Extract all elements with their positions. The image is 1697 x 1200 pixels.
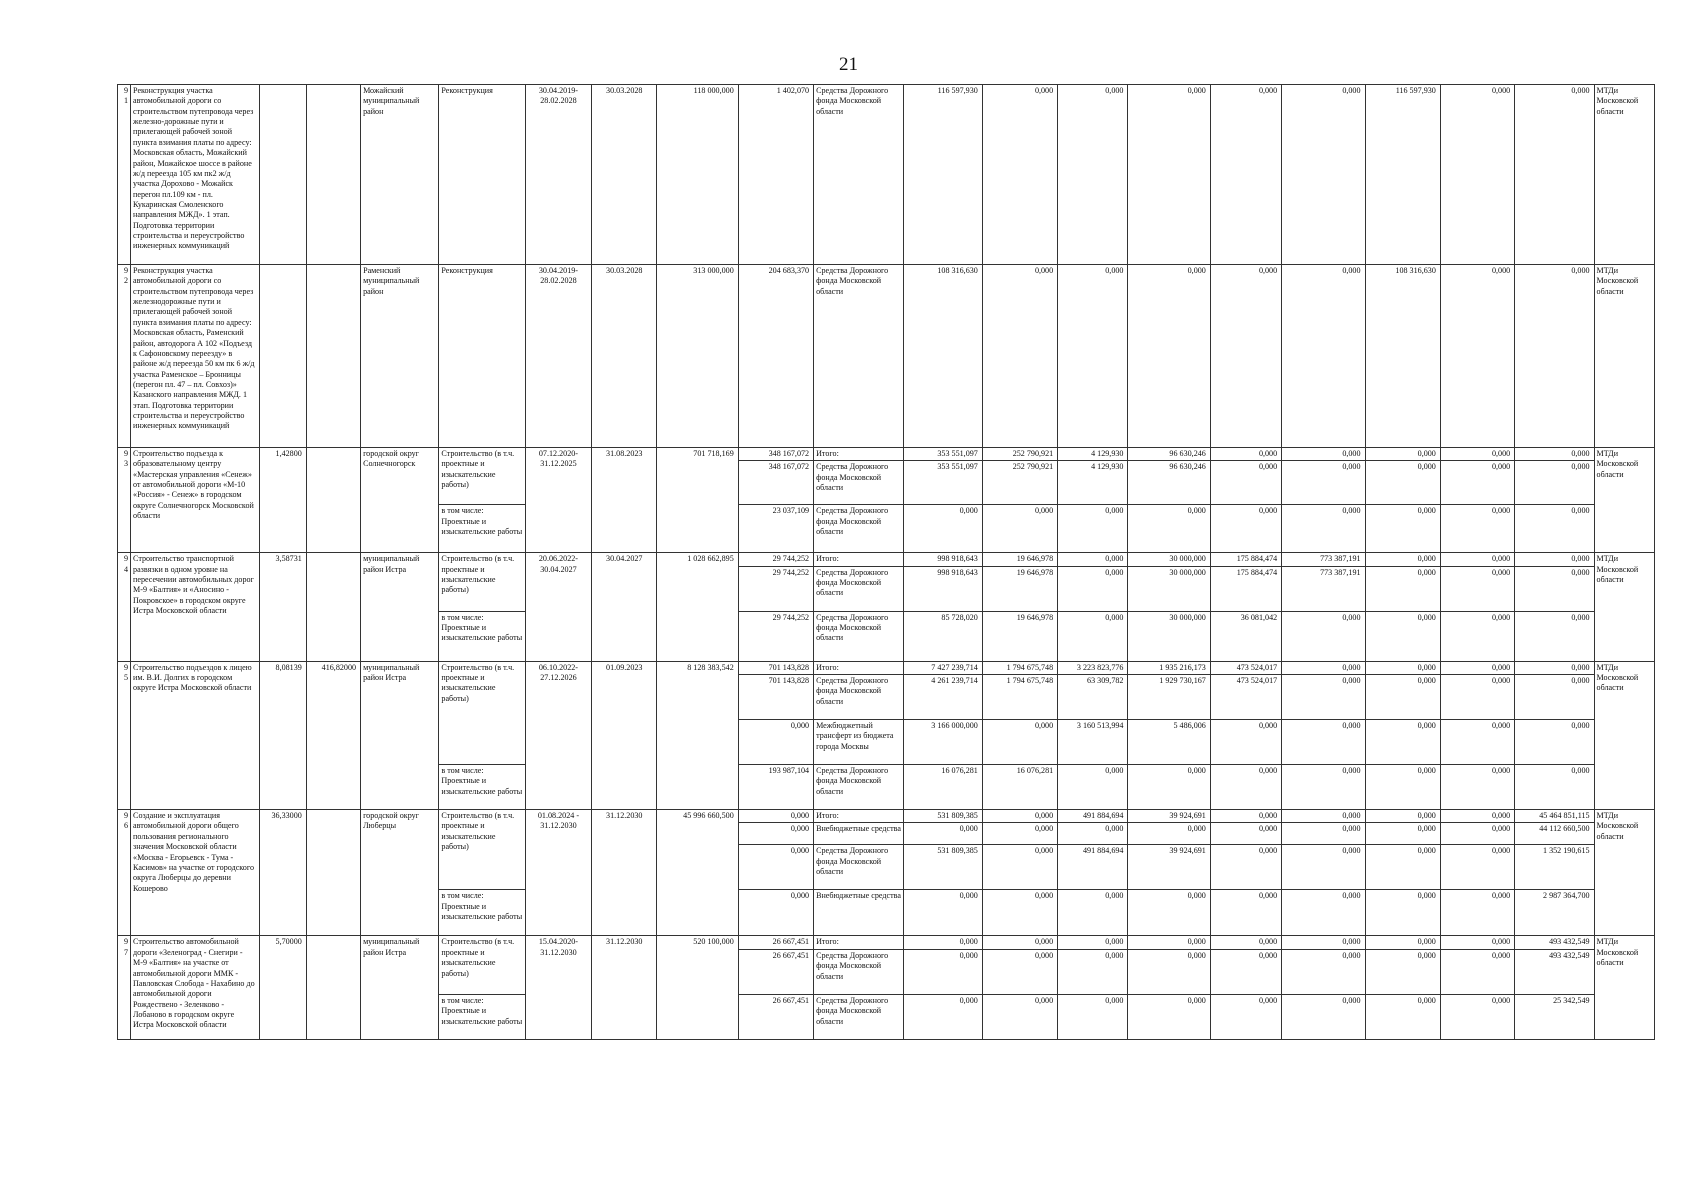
work-type: в том числе: Проектные и изыскательские работы (439, 505, 525, 553)
amount-cell: 116 597,930 (904, 85, 982, 265)
amount-cell: 0,000 (1282, 461, 1365, 505)
amount-cell: 0,000 (1128, 949, 1210, 994)
amount-cell: 0,000 (1282, 810, 1365, 823)
amount-cell: 44 112 660,500 (1515, 823, 1594, 845)
amount-cell: 0,000 (904, 823, 982, 845)
amount-cell: 0,000 (1058, 553, 1128, 566)
amount-cell: 0,000 (1282, 265, 1365, 448)
work-type: Строительство (в т.ч. проектные и изыскательские работы) (439, 936, 525, 994)
estimated-cost: 118 000,000 (657, 85, 738, 265)
work-dates: 07.12.2020- 31.12.2025 (525, 448, 591, 553)
work-dates: 15.04.2020- 31.12.2030 (525, 936, 591, 1039)
amount-cell: 0,000 (1365, 949, 1440, 994)
amount-cell: 0,000 (1365, 994, 1440, 1039)
commissioning-date: 31.12.2030 (592, 810, 657, 936)
amount-cell: 1 352 190,615 (1515, 845, 1594, 890)
prior-financing: 26 667,451 (738, 936, 813, 949)
object-name: Строительство подъезда к образовательному центру «Мастерская управления «Сенеж» от автомобильной дороги «М-10 «Россия» - Сенеж» в городском округе Солнечногорск Московской области (131, 448, 260, 553)
amount-cell: 0,000 (1365, 765, 1440, 810)
amount-cell: 0,000 (1440, 823, 1514, 845)
object-name: Реконструкция участка автомобильной дороги со строительством путепровода через железнодорожные пути и прилегающей рабочей зоной пункта взимания платы по адресу: Московская область, Раменский район, автодорога А 102 «Подъезд к Сафоновскому переезду» в районе ж/д переезда 50 км пк 6 ж/д участка Раменское – Бронницы (перегон пл. 47 – пл. Совхоз)» Казанского направления МЖД. 1 этап. Подготовка территории строительства и переустройство инженерных коммуникаций (131, 265, 260, 448)
amount-cell: 473 524,017 (1210, 661, 1281, 674)
amount-cell: 175 884,474 (1210, 566, 1281, 611)
prior-financing: 193 987,104 (738, 765, 813, 810)
amount-cell: 0,000 (1058, 765, 1128, 810)
prior-financing: 0,000 (738, 823, 813, 845)
object-area (306, 85, 360, 265)
amount-cell: 0,000 (1058, 505, 1128, 553)
amount-cell: 0,000 (1210, 890, 1281, 936)
table-row (118, 448, 1655, 461)
amount-cell: 773 387,191 (1282, 566, 1365, 611)
object-length: 5,70000 (259, 936, 306, 1039)
amount-cell: 108 316,630 (1365, 265, 1440, 448)
amount-cell: 0,000 (1058, 949, 1128, 994)
financing-source: Итого: (814, 661, 904, 674)
amount-cell: 16 076,281 (982, 765, 1057, 810)
prior-financing: 1 402,070 (738, 85, 813, 265)
amount-cell: 0,000 (1210, 448, 1281, 461)
amount-cell: 0,000 (1440, 810, 1514, 823)
prior-financing: 348 167,072 (738, 461, 813, 505)
amount-cell: 0,000 (1440, 949, 1514, 994)
amount-cell: 0,000 (904, 936, 982, 949)
work-type: в том числе: Проектные и изыскательские работы (439, 890, 525, 936)
amount-cell: 4 261 239,714 (904, 675, 982, 720)
amount-cell: 0,000 (1440, 265, 1514, 448)
commissioning-date: 30.04.2027 (592, 553, 657, 661)
amount-cell: 116 597,930 (1365, 85, 1440, 265)
work-type: Строительство (в т.ч. проектные и изыскательские работы) (439, 810, 525, 890)
amount-cell: 0,000 (1515, 461, 1594, 505)
amount-cell: 0,000 (1210, 810, 1281, 823)
amount-cell: 39 924,691 (1128, 845, 1210, 890)
object-area (306, 265, 360, 448)
financing-source: Средства Дорожного фонда Московской области (814, 505, 904, 553)
prior-financing: 204 683,370 (738, 265, 813, 448)
amount-cell: 0,000 (1440, 675, 1514, 720)
prior-financing: 0,000 (738, 845, 813, 890)
financing-source: Средства Дорожного фонда Московской области (814, 85, 904, 265)
table-row (118, 553, 1655, 566)
amount-cell: 531 809,385 (904, 810, 982, 823)
amount-cell: 0,000 (1282, 949, 1365, 994)
amount-cell: 0,000 (1282, 505, 1365, 553)
row-number: 93 (118, 448, 131, 553)
amount-cell: 0,000 (1515, 265, 1594, 448)
amount-cell: 0,000 (1210, 936, 1281, 949)
object-length: 3,58731 (259, 553, 306, 661)
amount-cell: 0,000 (1210, 823, 1281, 845)
amount-cell: 108 316,630 (904, 265, 982, 448)
amount-cell: 0,000 (1515, 661, 1594, 674)
amount-cell: 252 790,921 (982, 461, 1057, 505)
amount-cell: 0,000 (1440, 505, 1514, 553)
row-number: 94 (118, 553, 131, 661)
amount-cell: 0,000 (1058, 611, 1128, 661)
amount-cell: 0,000 (982, 994, 1057, 1039)
amount-cell: 7 427 239,714 (904, 661, 982, 674)
financing-source: Средства Дорожного фонда Московской области (814, 994, 904, 1039)
amount-cell: 773 387,191 (1282, 553, 1365, 566)
object-length: 1,42800 (259, 448, 306, 553)
amount-cell: 0,000 (1515, 85, 1594, 265)
municipality: муниципальный район Истра (361, 936, 439, 1039)
object-length (259, 265, 306, 448)
amount-cell: 36 081,042 (1210, 611, 1281, 661)
financing-source: Итого: (814, 810, 904, 823)
responsible-body: МТДи Московской области (1594, 448, 1654, 553)
object-name: Строительство транспортной развязки в одном уровне на пересечении автомобильных дорог М-9 «Балтия» и «Аносино - Покровское» в городском округе Истра Московской области (131, 553, 260, 661)
work-type: в том числе: Проектные и изыскательские работы (439, 994, 525, 1039)
row-number: 95 (118, 661, 131, 809)
amount-cell: 16 076,281 (904, 765, 982, 810)
amount-cell: 0,000 (1440, 936, 1514, 949)
amount-cell: 0,000 (1058, 890, 1128, 936)
amount-cell: 0,000 (1365, 611, 1440, 661)
amount-cell: 0,000 (1282, 85, 1365, 265)
prior-financing: 29 744,252 (738, 566, 813, 611)
financing-source: Итого: (814, 553, 904, 566)
amount-cell: 0,000 (1365, 675, 1440, 720)
amount-cell: 175 884,474 (1210, 553, 1281, 566)
amount-cell: 1 794 675,748 (982, 675, 1057, 720)
amount-cell: 0,000 (1515, 566, 1594, 611)
amount-cell: 0,000 (1515, 765, 1594, 810)
object-area (306, 936, 360, 1039)
amount-cell: 0,000 (1282, 936, 1365, 949)
amount-cell: 96 630,246 (1128, 461, 1210, 505)
amount-cell: 0,000 (1440, 566, 1514, 611)
estimated-cost: 1 028 662,895 (657, 553, 738, 661)
object-name: Реконструкция участка автомобильной дороги со строительством путепровода через железно-дорожные пути и прилегающей рабочей зоной пункта взимания платы по адресу: Московская область, Можайский район, Можайское шоссе в районе ж/д переезда 105 км пк2 ж/д участка Дорохово - Можайск перегон пл.109 км - пл. Кукаринская Смоленского направления МЖД». 1 этап. Подготовка территории строительства и переустройство инженерных коммуникаций (131, 85, 260, 265)
amount-cell: 0,000 (1282, 765, 1365, 810)
responsible-body: МТДи Московской области (1594, 553, 1654, 661)
object-name: Строительство автомобильной дороги «Зеленоград - Снегири - М-9 «Балтия» на участке от автомобильной дороги ММК - Павловская Слобода - Нахабино до автомобильной дороги Рождествено - Зеленково - Лобаново в городском округе Истра Московской области (131, 936, 260, 1039)
amount-cell: 491 884,694 (1058, 845, 1128, 890)
amount-cell: 2 987 364,700 (1515, 890, 1594, 936)
amount-cell: 0,000 (1515, 448, 1594, 461)
amount-cell: 30 000,000 (1128, 566, 1210, 611)
financing-source: Средства Дорожного фонда Московской области (814, 675, 904, 720)
row-number: 92 (118, 265, 131, 448)
amount-cell: 0,000 (1440, 553, 1514, 566)
commissioning-date: 30.03.2028 (592, 265, 657, 448)
amount-cell: 0,000 (1058, 566, 1128, 611)
amount-cell: 3 160 513,994 (1058, 720, 1128, 765)
amount-cell: 30 000,000 (1128, 611, 1210, 661)
work-type: в том числе: Проектные и изыскательские работы (439, 765, 525, 810)
amount-cell: 0,000 (1058, 823, 1128, 845)
amount-cell: 0,000 (904, 949, 982, 994)
work-type: Строительство (в т.ч. проектные и изыскательские работы) (439, 448, 525, 505)
prior-financing: 29 744,252 (738, 553, 813, 566)
table-row (118, 265, 1655, 448)
amount-cell: 0,000 (1058, 265, 1128, 448)
amount-cell: 0,000 (1128, 823, 1210, 845)
amount-cell: 0,000 (1282, 611, 1365, 661)
amount-cell: 0,000 (1365, 890, 1440, 936)
amount-cell: 493 432,549 (1515, 936, 1594, 949)
amount-cell: 1 929 730,167 (1128, 675, 1210, 720)
amount-cell: 0,000 (904, 890, 982, 936)
amount-cell: 0,000 (1515, 675, 1594, 720)
row-number: 91 (118, 85, 131, 265)
work-type: Реконструкция (439, 265, 525, 448)
object-length (259, 85, 306, 265)
amount-cell: 491 884,694 (1058, 810, 1128, 823)
amount-cell: 0,000 (1210, 720, 1281, 765)
financing-source: Итого: (814, 448, 904, 461)
amount-cell: 0,000 (1210, 85, 1281, 265)
amount-cell: 0,000 (982, 845, 1057, 890)
amount-cell: 4 129,930 (1058, 461, 1128, 505)
table-row (118, 936, 1655, 949)
estimated-cost: 313 000,000 (657, 265, 738, 448)
amount-cell: 473 524,017 (1210, 675, 1281, 720)
amount-cell: 19 646,978 (982, 566, 1057, 611)
amount-cell: 998 918,643 (904, 553, 982, 566)
amount-cell: 0,000 (1282, 845, 1365, 890)
work-dates: 30.04.2019- 28.02.2028 (525, 265, 591, 448)
amount-cell: 63 309,782 (1058, 675, 1128, 720)
work-type: в том числе: Проектные и изыскательские работы (439, 611, 525, 661)
prior-financing: 701 143,828 (738, 675, 813, 720)
commissioning-date: 01.09.2023 (592, 661, 657, 809)
financing-source: Внебюджетные средства (814, 890, 904, 936)
financing-source: Средства Дорожного фонда Московской области (814, 949, 904, 994)
amount-cell: 0,000 (982, 265, 1057, 448)
commissioning-date: 31.08.2023 (592, 448, 657, 553)
amount-cell: 0,000 (1515, 553, 1594, 566)
amount-cell: 0,000 (1515, 505, 1594, 553)
amount-cell: 0,000 (1128, 994, 1210, 1039)
amount-cell: 0,000 (1210, 505, 1281, 553)
object-length: 36,33000 (259, 810, 306, 936)
prior-financing: 23 037,109 (738, 505, 813, 553)
prior-financing: 26 667,451 (738, 994, 813, 1039)
prior-financing: 0,000 (738, 890, 813, 936)
municipality: городской округ Люберцы (361, 810, 439, 936)
amount-cell: 45 464 851,115 (1515, 810, 1594, 823)
responsible-body: МТДи Московской области (1594, 810, 1654, 936)
amount-cell: 0,000 (1282, 994, 1365, 1039)
work-type: Строительство (в т.ч. проектные и изыскательские работы) (439, 553, 525, 611)
financing-source: Внебюджетные средства (814, 823, 904, 845)
amount-cell: 0,000 (1440, 845, 1514, 890)
amount-cell: 0,000 (1210, 845, 1281, 890)
amount-cell: 0,000 (1128, 936, 1210, 949)
object-area (306, 810, 360, 936)
amount-cell: 0,000 (982, 949, 1057, 994)
prior-financing: 0,000 (738, 720, 813, 765)
amount-cell: 0,000 (982, 823, 1057, 845)
work-dates: 30.04.2019- 28.02.2028 (525, 85, 591, 265)
object-name: Создание и эксплуатация автомобильной дороги общего пользования регионального значения Московской области «Москва - Егорьевск - Тума - Касимов» на участке от городского округа Люберцы до деревни Кошерово (131, 810, 260, 936)
financing-source: Средства Дорожного фонда Московской области (814, 611, 904, 661)
amount-cell: 19 646,978 (982, 611, 1057, 661)
amount-cell: 0,000 (1058, 994, 1128, 1039)
amount-cell: 252 790,921 (982, 448, 1057, 461)
amount-cell: 0,000 (1282, 675, 1365, 720)
object-area (306, 553, 360, 661)
responsible-body: МТДи Московской области (1594, 85, 1654, 265)
municipality: городской округ Солнечногорск (361, 448, 439, 553)
amount-cell: 4 129,930 (1058, 448, 1128, 461)
prior-financing: 701 143,828 (738, 661, 813, 674)
amount-cell: 493 432,549 (1515, 949, 1594, 994)
prior-financing: 29 744,252 (738, 611, 813, 661)
estimated-cost: 8 128 383,542 (657, 661, 738, 809)
estimated-cost: 45 996 660,500 (657, 810, 738, 936)
financing-source: Средства Дорожного фонда Московской области (814, 765, 904, 810)
amount-cell: 30 000,000 (1128, 553, 1210, 566)
municipality: Раменский муниципальный район (361, 265, 439, 448)
amount-cell: 0,000 (1365, 505, 1440, 553)
amount-cell: 0,000 (1128, 890, 1210, 936)
financing-source: Итого: (814, 936, 904, 949)
amount-cell: 0,000 (1058, 936, 1128, 949)
amount-cell: 0,000 (1210, 949, 1281, 994)
amount-cell: 998 918,643 (904, 566, 982, 611)
municipality: муниципальный район Истра (361, 661, 439, 809)
commissioning-date: 30.03.2028 (592, 85, 657, 265)
object-name: Строительство подъездов к лицею им. В.И. Долгих в городском округе Истра Московской области (131, 661, 260, 809)
amount-cell: 531 809,385 (904, 845, 982, 890)
prior-financing: 348 167,072 (738, 448, 813, 461)
amount-cell: 19 646,978 (982, 553, 1057, 566)
amount-cell: 0,000 (1365, 720, 1440, 765)
amount-cell: 0,000 (982, 936, 1057, 949)
amount-cell: 0,000 (1440, 890, 1514, 936)
amount-cell: 0,000 (982, 890, 1057, 936)
amount-cell: 1 935 216,173 (1128, 661, 1210, 674)
amount-cell: 0,000 (1365, 823, 1440, 845)
amount-cell: 0,000 (904, 505, 982, 553)
work-dates: 20.06.2022- 30.04.2027 (525, 553, 591, 661)
amount-cell: 0,000 (1365, 448, 1440, 461)
object-area (306, 448, 360, 553)
amount-cell: 0,000 (1515, 720, 1594, 765)
row-number: 97 (118, 936, 131, 1039)
amount-cell: 0,000 (1282, 661, 1365, 674)
amount-cell: 0,000 (1210, 765, 1281, 810)
amount-cell: 353 551,097 (904, 448, 982, 461)
amount-cell: 0,000 (982, 810, 1057, 823)
amount-cell: 0,000 (1282, 823, 1365, 845)
financing-source: Средства Дорожного фонда Московской области (814, 461, 904, 505)
table-row (118, 810, 1655, 823)
responsible-body: МТДи Московской области (1594, 661, 1654, 809)
amount-cell: 0,000 (1128, 505, 1210, 553)
amount-cell: 1 794 675,748 (982, 661, 1057, 674)
financing-source: Средства Дорожного фонда Московской области (814, 566, 904, 611)
work-dates: 01.08.2024 - 31.12.2030 (525, 810, 591, 936)
financing-source: Средства Дорожного фонда Московской области (814, 265, 904, 448)
page-number: 21 (839, 54, 858, 75)
amount-cell: 3 166 000,000 (904, 720, 982, 765)
amount-cell: 96 630,246 (1128, 448, 1210, 461)
estimated-cost: 701 718,169 (657, 448, 738, 553)
amount-cell: 0,000 (982, 85, 1057, 265)
prior-financing: 26 667,451 (738, 949, 813, 994)
amount-cell: 0,000 (1365, 553, 1440, 566)
amount-cell: 0,000 (1440, 994, 1514, 1039)
amount-cell: 0,000 (1282, 890, 1365, 936)
objects-table (117, 84, 1655, 1040)
amount-cell: 0,000 (1210, 265, 1281, 448)
amount-cell: 0,000 (1440, 85, 1514, 265)
amount-cell: 0,000 (1440, 461, 1514, 505)
row-number: 96 (118, 810, 131, 936)
object-area: 416,82000 (306, 661, 360, 809)
amount-cell: 0,000 (1128, 765, 1210, 810)
amount-cell: 85 728,020 (904, 611, 982, 661)
work-type: Реконструкция (439, 85, 525, 265)
amount-cell: 0,000 (1365, 936, 1440, 949)
amount-cell: 0,000 (1210, 994, 1281, 1039)
amount-cell: 0,000 (1440, 661, 1514, 674)
amount-cell: 0,000 (982, 505, 1057, 553)
municipality: Можайский муниципальный район (361, 85, 439, 265)
amount-cell: 0,000 (1365, 810, 1440, 823)
amount-cell: 0,000 (1365, 845, 1440, 890)
amount-cell: 0,000 (1440, 720, 1514, 765)
amount-cell: 0,000 (1440, 448, 1514, 461)
amount-cell: 0,000 (1210, 461, 1281, 505)
object-length: 8,08139 (259, 661, 306, 809)
amount-cell: 25 342,549 (1515, 994, 1594, 1039)
amount-cell: 0,000 (1365, 661, 1440, 674)
amount-cell: 353 551,097 (904, 461, 982, 505)
amount-cell: 0,000 (1365, 461, 1440, 505)
responsible-body: МТДи Московской области (1594, 936, 1654, 1039)
work-type: Строительство (в т.ч. проектные и изыскательские работы) (439, 661, 525, 764)
amount-cell: 0,000 (1515, 611, 1594, 661)
amount-cell: 0,000 (1440, 611, 1514, 661)
table-row (118, 85, 1655, 265)
amount-cell: 0,000 (1128, 265, 1210, 448)
amount-cell: 39 924,691 (1128, 810, 1210, 823)
commissioning-date: 31.12.2030 (592, 936, 657, 1039)
municipality: муниципальный район Истра (361, 553, 439, 661)
financing-source: Средства Дорожного фонда Московской области (814, 845, 904, 890)
amount-cell: 0,000 (1128, 85, 1210, 265)
estimated-cost: 520 100,000 (657, 936, 738, 1039)
amount-cell: 0,000 (1440, 765, 1514, 810)
amount-cell: 0,000 (1282, 720, 1365, 765)
amount-cell: 0,000 (1365, 566, 1440, 611)
financing-source: Межбюджетный трансферт из бюджета города Москвы (814, 720, 904, 765)
amount-cell: 0,000 (1058, 85, 1128, 265)
prior-financing: 0,000 (738, 810, 813, 823)
amount-cell: 0,000 (904, 994, 982, 1039)
amount-cell: 0,000 (982, 720, 1057, 765)
work-dates: 06.10.2022- 27.12.2026 (525, 661, 591, 809)
amount-cell: 0,000 (1282, 448, 1365, 461)
responsible-body: МТДи Московской области (1594, 265, 1654, 448)
table-row (118, 661, 1655, 674)
amount-cell: 5 486,006 (1128, 720, 1210, 765)
amount-cell: 3 223 823,776 (1058, 661, 1128, 674)
